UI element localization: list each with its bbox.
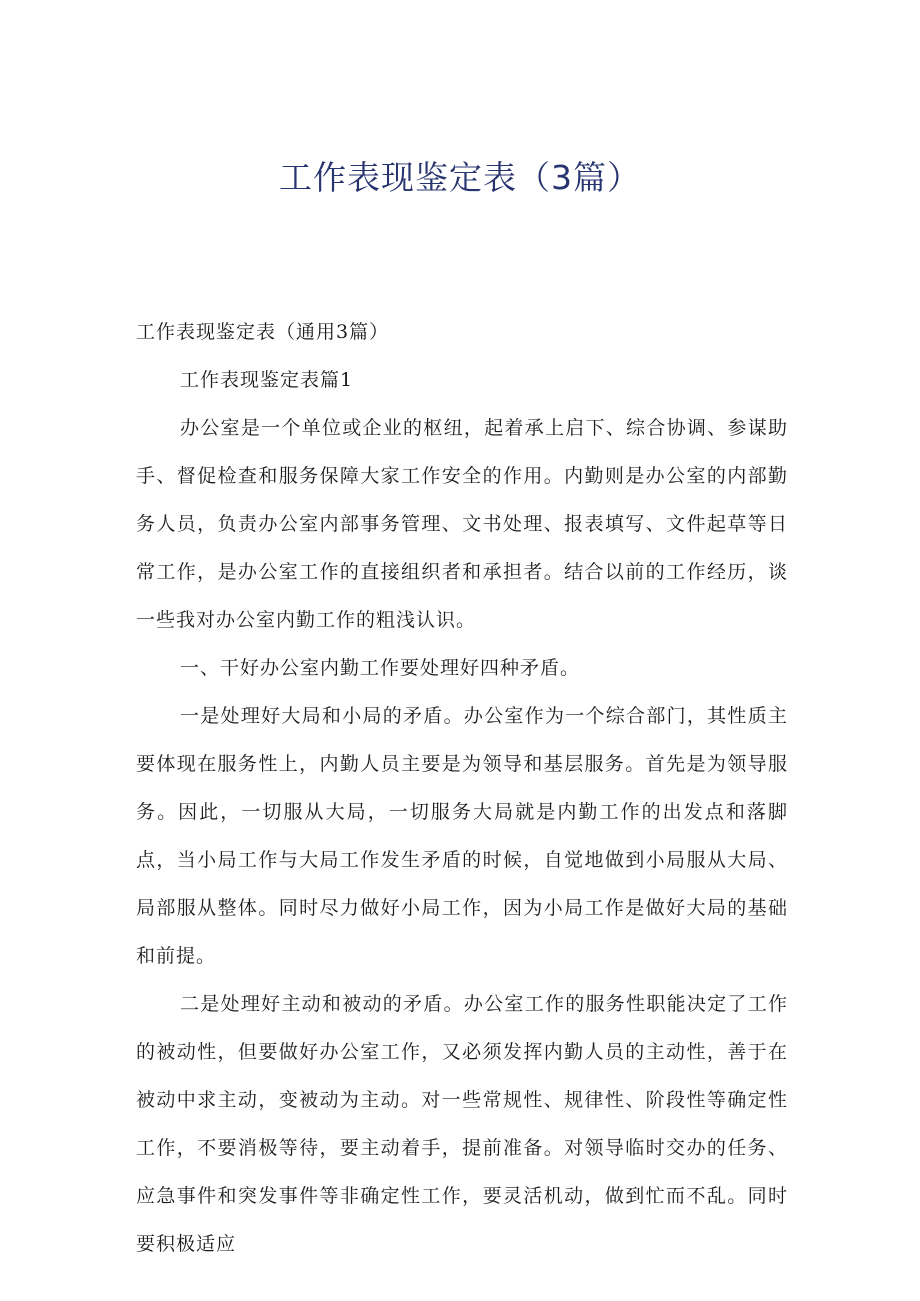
document-subtitle: 工作表现鉴定表（通用3篇） [136,321,390,343]
document-body [136,308,788,1268]
paragraph: 一是处理好大局和小局的矛盾。办公室作为一个综合部门，其性质主要体现在服务性上，内勤人员主要是为领导和基层服务。首先是为领导服务。因此，一切服从大局，一切服务大局就是内勤工作的出发点和落脚点，当小局工作与大局工作发生矛盾的时候，自觉地做到小局服从大局、局部服从整体。同时尽力做好小局工作，因为小局工作是做好大局的基础和前提。 [136,705,788,967]
document-title: 工作表现鉴定表（3篇） [279,158,641,197]
paragraph: 办公室是一个单位或企业的枢纽，起着承上启下、综合协调、参谋助手、督促检查和服务保障大家工作安全的作用。内勤则是办公室的内部勤务人员，负责办公室内部事务管理、文书处理、报表填写、文件起草等日常工作，是办公室工作的直接组织者和承担者。结合以前的工作经历，谈一些我对办公室内勤工作的粗浅认识。 [136,417,788,631]
section-heading: 工作表现鉴定表篇1 [180,369,354,391]
paragraph: 二是处理好主动和被动的矛盾。办公室工作的服务性职能决定了工作的被动性，但要做好办公室工作，又必须发挥内勤人员的主动性，善于在被动中求主动，变被动为主动。对一些常规性、规律性、阶段性等确定性工作，不要消极等待，要主动着手，提前准备。对领导临时交办的任务、应急事件和突发事件等非确定性工作，要灵活机动，做到忙而不乱。同时要积极适应 [136,993,788,1255]
paragraph: 一、干好办公室内勤工作要处理好四种矛盾。 [180,657,581,679]
